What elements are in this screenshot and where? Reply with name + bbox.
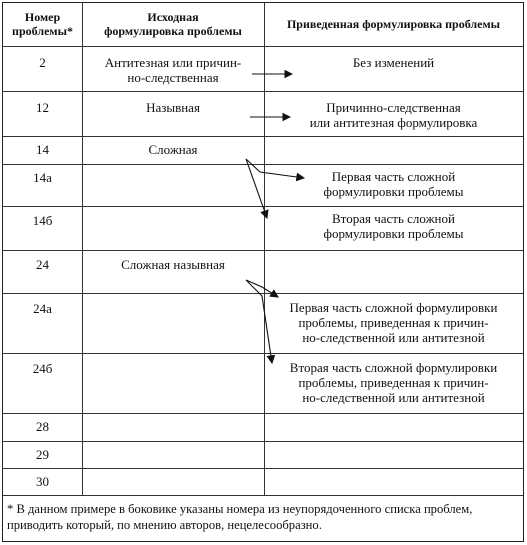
row-number: 24 xyxy=(36,257,49,272)
original-formulation-cell: Назывная xyxy=(146,100,200,115)
original-formulation-cell: Сложная xyxy=(148,142,198,157)
reduced-text-line: Первая часть сложной формулировки xyxy=(289,300,498,315)
reduced-text-line: или антитезная формулировка xyxy=(309,115,478,130)
reduced-formulation-cell: Без изменений xyxy=(352,55,435,70)
original-text-line: Антитезная или причин- xyxy=(104,55,242,70)
arrow-14b-icon xyxy=(246,159,267,218)
footnote: * В данном примере в боковике указаны номера из неупорядоченного списка проблем, приводить который, по мнению авторов, нецелесообразно. xyxy=(7,502,473,532)
header-original-line2: формулировка проблемы xyxy=(104,24,242,38)
original-text-line: но-следственная xyxy=(127,70,219,85)
arrow-24b-icon xyxy=(246,280,272,363)
reduced-text-line: формулировки проблемы xyxy=(323,226,464,241)
original-formulation-cell: Сложная назывная xyxy=(121,257,225,272)
reduced-text-line: Первая часть сложной xyxy=(331,169,456,184)
reduced-text-line: Вторая часть сложной формулировки xyxy=(289,360,498,375)
row-number: 14б xyxy=(32,213,53,228)
reduced-text-line: проблемы, приведенная к причин- xyxy=(298,375,489,390)
row-number: 28 xyxy=(36,419,49,434)
reduced-text-line: Вторая часть сложной xyxy=(332,211,455,226)
reduced-text-line: но-следственной или антитезной xyxy=(302,390,485,405)
arrow-24a-icon xyxy=(246,280,278,297)
reduced-text-line: формулировки проблемы xyxy=(323,184,464,199)
header-reduced-formulation: Приведенная формулировка проблемы xyxy=(286,17,501,31)
reduced-text-line: Причинно-следственная xyxy=(326,100,461,115)
row-number: 30 xyxy=(36,474,49,489)
row-number: 12 xyxy=(36,100,49,115)
reduced-text-line: проблемы, приведенная к причин- xyxy=(298,315,489,330)
row-number: 29 xyxy=(36,447,49,462)
row-number: 24б xyxy=(32,361,53,376)
header-original-line1: Исходная xyxy=(147,10,199,24)
header-problem-number-line2: проблемы* xyxy=(12,24,73,38)
row-number: 14 xyxy=(36,142,49,157)
row-number: 24а xyxy=(33,301,52,316)
row-number: 2 xyxy=(39,55,46,70)
reduced-text-line: но-следственной или антитезной xyxy=(302,330,485,345)
arrow-14a-icon xyxy=(246,159,304,178)
row-number: 14а xyxy=(33,170,52,185)
header-problem-number-line1: Номер xyxy=(24,10,61,24)
